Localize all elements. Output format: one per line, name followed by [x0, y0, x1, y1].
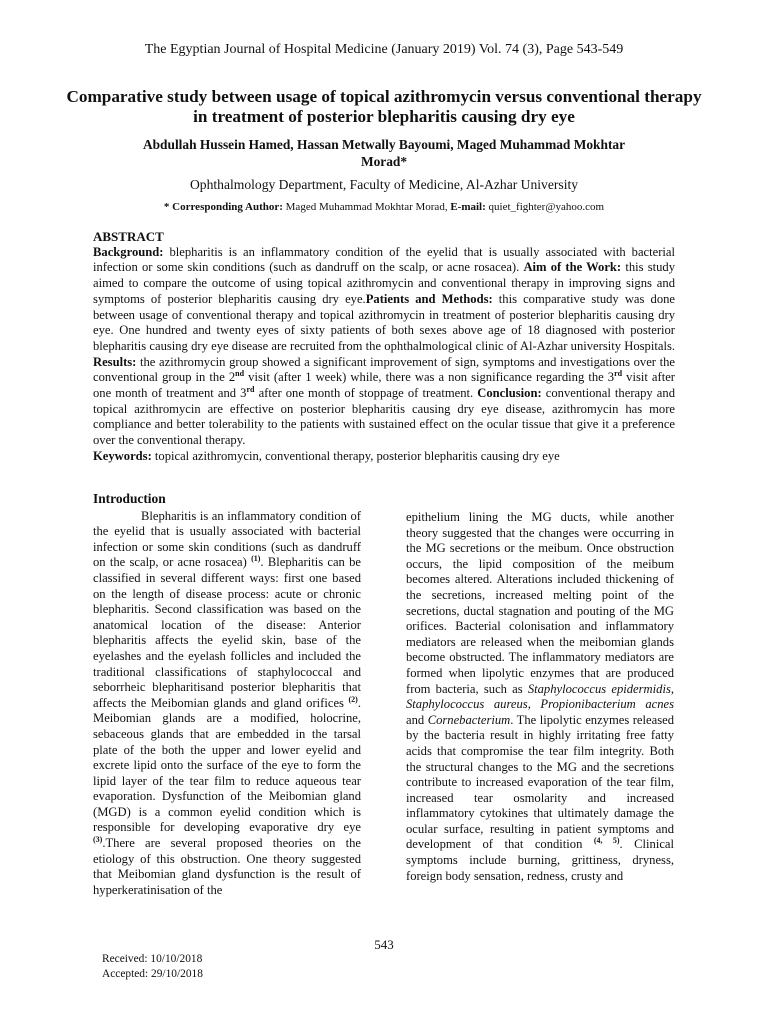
citation-ref-1: (1) — [251, 554, 261, 564]
aim-text: this study aimed to compare the outcome of using topical azithromycin and conventional therapy in improving signs and symptoms of posterior blepharitis causing dry eye. — [93, 260, 675, 306]
results-text-d: after one month of stoppage of treatment. — [254, 386, 478, 401]
corresponding-author — [0, 201, 768, 213]
citation-ref-4-5: (4, 5) — [593, 836, 620, 846]
abstract-heading: ABSTRACT — [93, 229, 164, 244]
email-address: quiet_fighter@yahoo.com — [488, 201, 605, 213]
intro-left-column — [93, 491, 361, 898]
introduction-heading: Introduction — [93, 491, 166, 506]
citation-ref-3: (3) — [93, 834, 103, 844]
intro-left-text-2: . Blepharitis can be classified in several different ways: first one based on the length of disease process: acute or chronic blepharitis. Second classification was based on the anatomical location of the disease: Anterior blepharitis affects the eyelid skin, base of the eyelashes and the eyelash follicles and included the traditional classifications of staphylococcal and seborrheic blepharitisand posterior blepharitis that affects the Meibomian glands and gland orifices — [93, 555, 361, 710]
methods-text: this comparative study was done between usage of conventional therapy and topical azithromycin in treatment of posterior blepharitis causing dry eye. One hundred and twenty eyes of sixty patients of both sexes above age of 18 diagnosed with posterior blepharitis causing dry eye disease are recruited from the ophthalmological clinic of Al-Azhar university Hospitals. — [93, 291, 675, 353]
intro-left-text-3: . Meibomian glands are a modified, holocrine, sebaceous glands that are embedded in the tarsal plate of the both the upper and lower eyelid and excrete lipid onto the surface of the eye to form the lipid layer of the tear film to reduce aqueous tear evaporation. Dysfunction of the Meibomian gland (MGD) is a common eyelid condition which is responsible for developing evaporative dry eye — [93, 695, 361, 835]
results-sup-1: nd — [235, 369, 245, 379]
intro-right-text-3: . Clinical symptoms include burning, grittiness, dryness, foreign body sensation, redness, crusty and — [406, 837, 675, 883]
intro-paragraph-left — [93, 509, 361, 899]
received-date: Received: 10/10/2018 — [102, 953, 203, 965]
bacteria-species-2: Cornebacterium — [427, 712, 511, 727]
intro-right-text-2: . The lipolytic enzymes released by the bacteria result in highly irritating free fatty acids that compromise the tear film integrity. Both the structural changes to the MG and the secretions contribute to increased evaporation of the tear film, increased tear osmolarity and increased inflammatory cytokines that ultimately damage the ocular surface, resulting in patient symptoms and development of that condition — [406, 712, 674, 852]
results-text-b: visit (after 1 week) while, there was a non significance regarding the 3 — [244, 370, 615, 385]
intro-left-text-1: Blepharitis is an inflammatory condition of the eyelid that is usually associated with bacterial infection or some skin conditions (such as dandruff on the scalp, or acne rosacea) — [93, 508, 361, 570]
intro-right-column — [406, 510, 674, 884]
conclusion-text: conventional therapy and topical azithromycin are effective on posterior blepharitis causing dry eye disease, azithromycin has more compliance and better tolerability to the patients with sustained effect on the ocular tissue that give it a preference over the conventional therapy. — [93, 386, 675, 448]
paper-title: Comparative study between usage of topical azithromycin versus conventional therapy in treatment of posterior blepharitis causing dry eye — [66, 87, 702, 126]
intro-paragraph-right — [406, 510, 674, 884]
keywords-line — [93, 449, 675, 465]
abstract-body — [93, 245, 675, 449]
background-text: blepharitis is an inflammatory condition of the eyelid that is usually associated with bacterial infection or some skin conditions (such as dandruff on the scalp, or acne rosacea). — [93, 244, 675, 275]
author-list: Abdullah Hussein Hamed, Hassan Metwally Bayoumi, Maged Muhammad Mokhtar Morad* — [142, 137, 626, 169]
keywords-text: topical azithromycin, conventional therapy, posterior blepharitis causing dry eye — [151, 448, 560, 463]
results-sup-3: rd — [246, 384, 255, 394]
results-text-c: visit after one month of treatment and 3 — [93, 370, 675, 401]
citation-ref-2: (2) — [348, 694, 358, 704]
results-sup-2: rd — [614, 369, 623, 379]
journal-header: The Egyptian Journal of Hospital Medicine (January 2019) Vol. 74 (3), Page 543-549 — [144, 42, 624, 57]
conclusion-label: Conclusion: — [477, 386, 542, 401]
page-number: 543 — [374, 937, 394, 952]
methods-label: Patients and Methods: — [365, 291, 493, 306]
results-text-a: the azithromycin group showed a significant improvement of sign, symptoms and investigations over the conventional group in the 2 — [93, 354, 675, 385]
corresponding-name: Maged Muhammad Mokhtar Morad, — [285, 201, 448, 213]
corresponding-label: * Corresponding Author: — [163, 201, 283, 213]
abstract-section — [93, 229, 675, 465]
bacteria-species: Staphylococcus epidermidis, Staphylococcus aureus, Propionibacterium acnes — [406, 681, 674, 712]
keywords-label: Keywords: — [93, 448, 152, 463]
aim-label: Aim of the Work: — [523, 260, 622, 275]
submission-dates — [102, 952, 203, 982]
email-label: E-mail: — [450, 201, 486, 213]
results-label: Results: — [93, 354, 137, 369]
intro-left-text-4: .There are several proposed theories on the etiology of this obstruction. One theory suggested that Meibomian gland dysfunction is the result of hyperkeratinisation of the — [93, 836, 361, 897]
intro-right-and: and — [406, 712, 428, 727]
affiliation: Ophthalmology Department, Faculty of Medicine, Al-Azhar University — [189, 177, 579, 192]
intro-right-text-1: epithelium lining the MG ducts, while another theory suggested that the changes were occurring in the MG secretions or the meibum. Once obstruction occurs, the lipid composition of the meibum becomes altered. Alterations included thickening of the secretions, increased melting point of the secretions, ductal stagnation and pouting of the MG orifices. Bacterial colonisation and inflammatory mediators are released when the meibomian glands become obstructed. The inflammatory mediators are formed when lipolytic enzymes that are produced from bacteria, such as — [406, 510, 674, 696]
accepted-date: Accepted: 29/10/2018 — [102, 968, 203, 980]
background-label: Background: — [93, 244, 164, 259]
